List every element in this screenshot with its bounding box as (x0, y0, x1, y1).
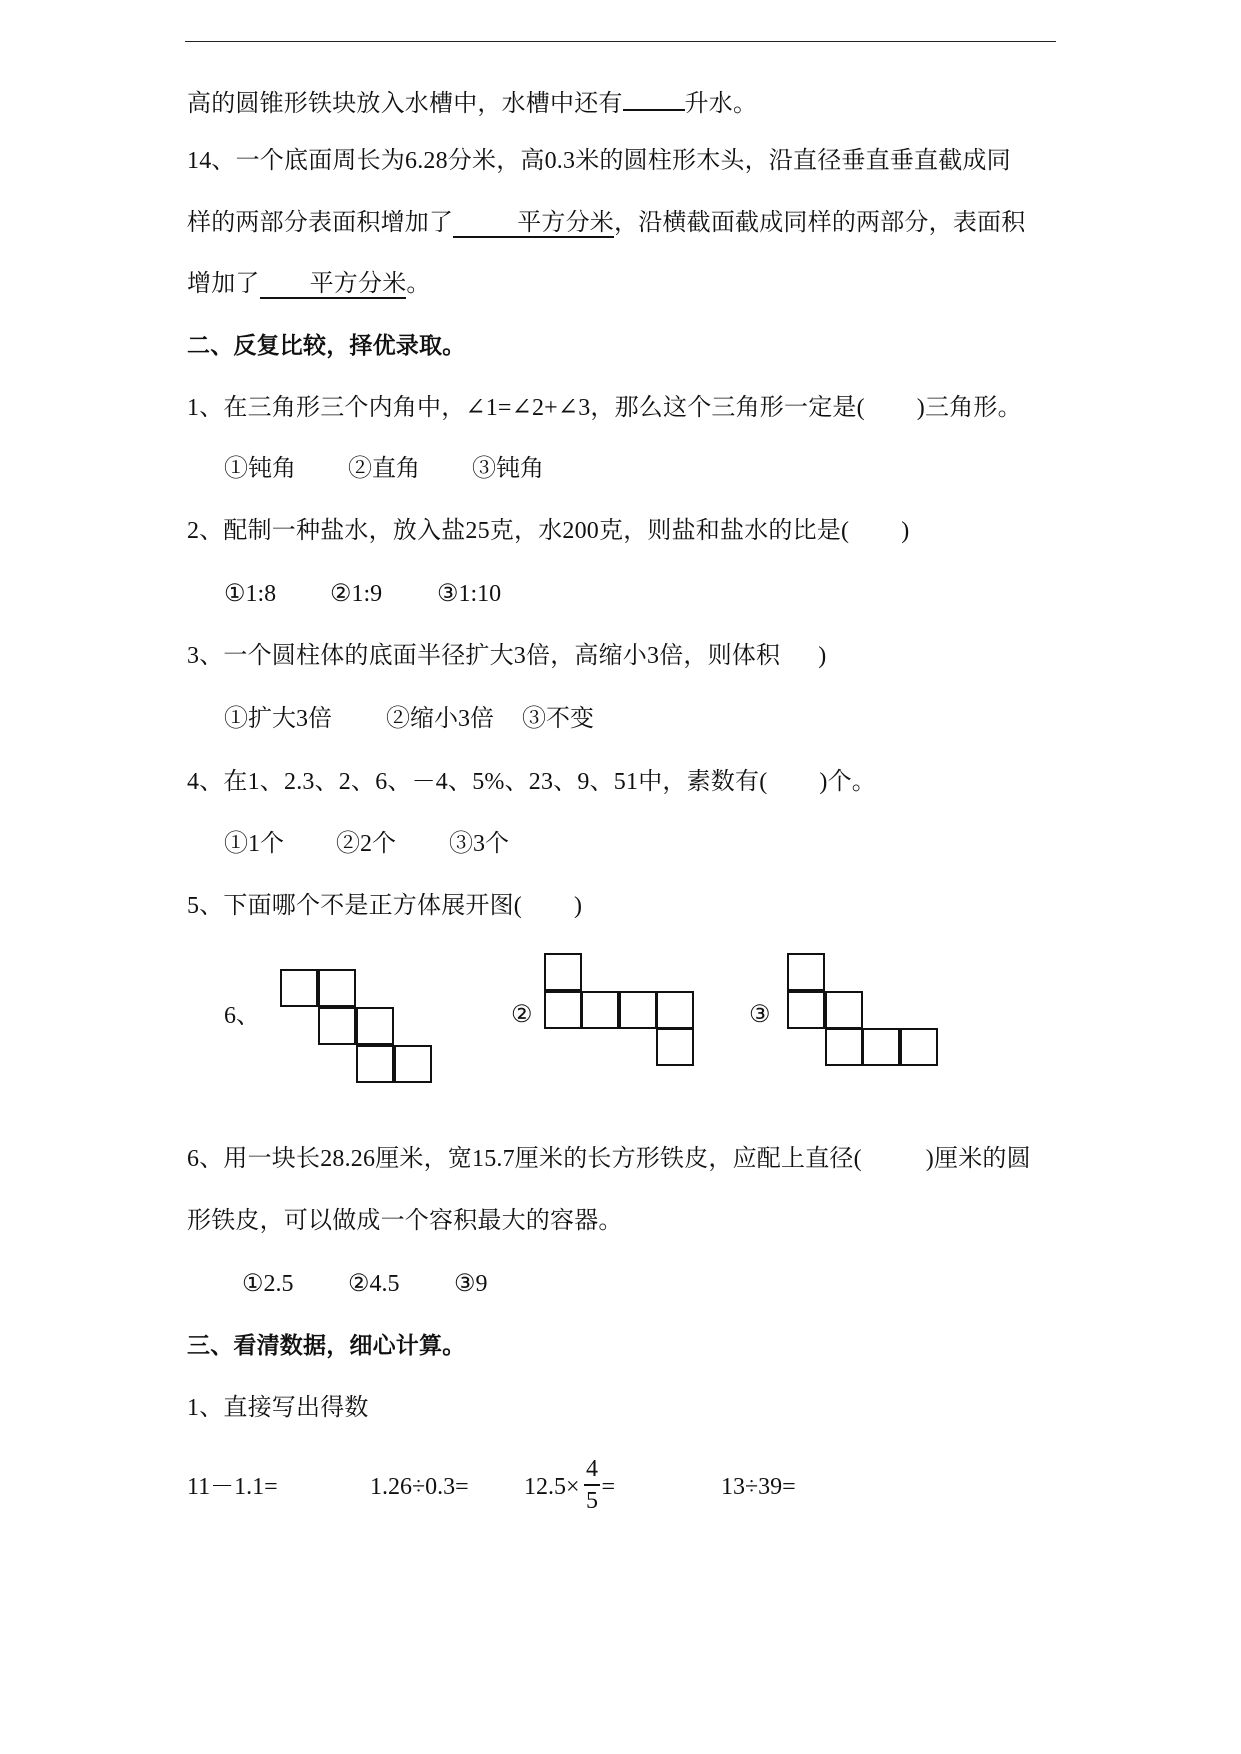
stem-suffix: )厘米的圆 (925, 1146, 1031, 1172)
fraction-denominator: 5 (586, 1488, 598, 1514)
s2-q1-option-2[interactable]: ②直角 (348, 456, 420, 482)
s2-q1-option-1[interactable]: ①钝角 (224, 456, 296, 482)
answer-blank[interactable] (453, 210, 614, 238)
net-square (581, 991, 619, 1029)
section3-sub1: 1、直接写出得数 (187, 1395, 369, 1421)
q13-suffix: 升水。 (684, 91, 758, 117)
q13-text: 高的圆锥形铁块放入水槽中，水槽中还有 (187, 91, 623, 117)
net-square (619, 991, 657, 1029)
s2-q3-option-1[interactable]: ①扩大3倍 (224, 706, 332, 732)
s2-q3-option-2[interactable]: ②缩小3倍 (386, 706, 494, 732)
net-square (544, 953, 582, 991)
stem-text: 3、一个圆柱体的底面半径扩大3倍，高缩小3倍，则体积 (187, 643, 781, 669)
net-square (280, 969, 318, 1007)
calc-expr-2: 1.26÷0.3= (370, 1474, 469, 1500)
stem-suffix: ) (818, 643, 827, 669)
calc-expr-1: 11－1.1= (187, 1474, 278, 1500)
answer-blank[interactable] (623, 85, 685, 111)
net-square (394, 1045, 432, 1083)
fraction-bar (584, 1484, 600, 1486)
net-square (825, 991, 863, 1029)
net-square (356, 1007, 394, 1045)
net-square (862, 1028, 900, 1066)
q14-line3-suffix: 。 (406, 271, 431, 297)
net-square (656, 991, 694, 1029)
net-square (787, 953, 825, 991)
net-square (656, 1028, 694, 1066)
net-square (318, 1007, 356, 1045)
net-square (900, 1028, 938, 1066)
unit-label: 平方分米 (517, 210, 615, 236)
s2-q6-stem-line2: 形铁皮，可以做成一个容积最大的容器。 (187, 1208, 623, 1234)
s2-q4-option-2[interactable]: ②2个 (336, 831, 396, 857)
net-square (356, 1045, 394, 1083)
s2-q2-option-3[interactable]: ③1:10 (437, 581, 502, 607)
net-square (787, 991, 825, 1029)
s2-q6-stem (187, 1144, 1031, 1174)
q13-continuation (187, 85, 757, 119)
net-3-label: ③ (749, 1002, 771, 1028)
s2-q5-stem (187, 891, 582, 921)
stem-text: 4、在1、2.3、2、6、－4、5%、23、9、51中，素数有( (187, 769, 768, 795)
fraction-numerator: 4 (586, 1456, 598, 1482)
net-square (318, 969, 356, 1007)
s2-q3-option-3[interactable]: ③不变 (522, 706, 594, 732)
s2-q6-option-1[interactable]: ①2.5 (242, 1271, 294, 1297)
s2-q4-option-1[interactable]: ①1个 (224, 831, 284, 857)
section3-title: 三、看清数据，细心计算。 (187, 1333, 466, 1359)
q14-line2-text: 样的两部分表面积增加了 (187, 210, 454, 236)
s2-q4-option-3[interactable]: ③3个 (449, 831, 509, 857)
q14-line2-suffix: ，沿横截面截成同样的两部分，表面积 (614, 210, 1026, 236)
stem-suffix: )个。 (819, 769, 876, 795)
calc-expr-4: 13÷39= (721, 1474, 796, 1500)
net-square (825, 1028, 863, 1066)
net-square (544, 991, 582, 1029)
calc-expr-3 (524, 1472, 615, 1502)
stem-text: 6、用一块长28.26厘米，宽15.7厘米的长方形铁皮，应配上直径( (187, 1146, 862, 1172)
q14-line3-text: 增加了 (187, 271, 260, 297)
s2-q1-option-3[interactable]: ③钝角 (472, 456, 544, 482)
stem-suffix: )三角形。 (916, 395, 1022, 421)
s2-q4-stem (187, 767, 876, 797)
net-2-label: ② (511, 1002, 533, 1028)
s2-q2-option-1[interactable]: ①1:8 (224, 581, 277, 607)
section2-title: 二、反复比较，择优录取。 (187, 333, 466, 359)
s2-q3-stem (187, 641, 826, 671)
stem-text: 1、在三角形三个内角中，∠1=∠2+∠3，那么这个三角形一定是( (187, 395, 865, 421)
s2-q2-stem (187, 516, 909, 546)
unit-label: 平方分米 (309, 271, 407, 297)
q14-line3 (187, 269, 431, 299)
s2-q6-option-3[interactable]: ③9 (454, 1271, 488, 1297)
s2-q1-stem (187, 393, 1022, 423)
fraction (584, 1456, 600, 1514)
calc-expr-3-left: 12.5× (524, 1474, 580, 1500)
stem-text: 5、下面哪个不是正方体展开图( (187, 893, 522, 919)
q14-line1: 14、一个底面周长为6.28分米，高0.3米的圆柱形木头，沿直径垂直垂直截成同 (187, 148, 1011, 174)
q14-line2 (187, 208, 1025, 238)
s2-q2-option-2[interactable]: ②1:9 (330, 581, 383, 607)
answer-blank[interactable] (260, 271, 407, 299)
s2-q6-option-2[interactable]: ②4.5 (348, 1271, 400, 1297)
calc-expr-3-eq: = (601, 1474, 616, 1500)
stem-suffix: ) (901, 518, 910, 544)
header-rule (185, 41, 1056, 42)
stem-suffix: ) (574, 893, 583, 919)
net-1-label: 6、 (224, 1003, 260, 1029)
stem-text: 2、配制一种盐水，放入盐25克，水200克，则盐和盐水的比是( (187, 518, 850, 544)
